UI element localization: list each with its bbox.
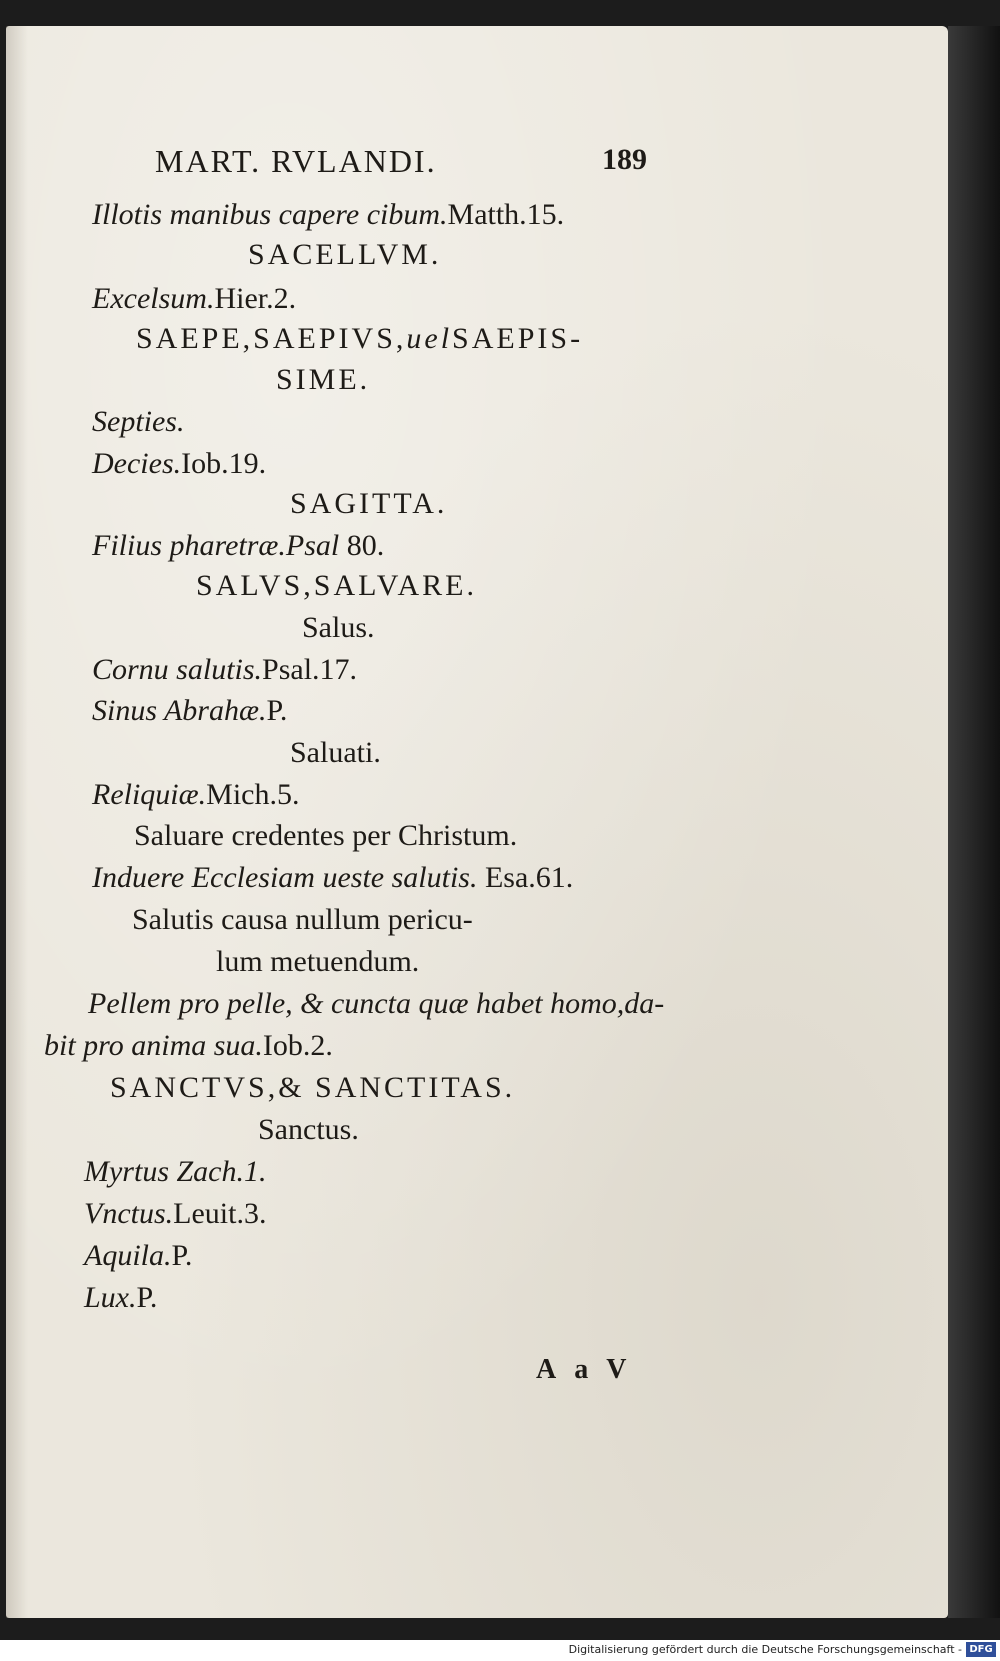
text-line: Septies. [92, 405, 185, 438]
catchword [536, 1354, 644, 1386]
text-line: Illotis manibus capere cibum.Matth.15. [92, 198, 565, 231]
text-line: Lux.P. [84, 1281, 158, 1314]
text-line: Aquila.P. [84, 1239, 193, 1272]
section-heading: SAGITTA. [290, 487, 448, 520]
subheading: Saluati. [290, 736, 381, 769]
text-line: Myrtus Zach.1. [84, 1155, 267, 1188]
subheading: Sanctus. [258, 1113, 359, 1146]
scan-edge [948, 26, 1000, 1618]
funding-credit: Digitalisierung gefördert durch die Deutsche Forschungsgemeinschaft - [568, 1643, 962, 1656]
section-heading: SAEPE,SAEPIVS,uelSAEPIS- [136, 322, 584, 355]
text-line: Cornu salutis.Psal.17. [92, 653, 358, 686]
running-head: MART. RVLANDI. [155, 143, 437, 179]
text-line: Vnctus.Leuit.3. [84, 1197, 267, 1230]
section-heading: SALVS,SALVARE. [196, 569, 477, 602]
section-heading: SACELLVM. [248, 238, 442, 271]
text-line: Sinus Abrahæ.P. [92, 694, 288, 727]
text-line: Reliquiæ.Mich.5. [92, 778, 300, 811]
subheading-continued: lum metuendum. [216, 945, 420, 978]
text-line: Decies.Iob.19. [92, 447, 267, 480]
text-line: Excelsum.Hier.2. [92, 282, 297, 315]
catchword-text: V [606, 1354, 645, 1385]
subheading: Salutis causa nullum pericu- [132, 903, 473, 936]
signature-mark: Aa [536, 1354, 607, 1385]
section-heading-continued: SIME. [276, 363, 371, 396]
text-line: Filius pharetræ.Psal 80. [92, 529, 385, 562]
subheading: Salus. [302, 611, 375, 644]
page-number: 189 [602, 143, 647, 176]
text-line: Induere Ecclesiam ueste salutis. Esa.61. [92, 861, 574, 894]
section-heading: SANCTVS,& SANCTITAS. [110, 1071, 516, 1104]
dfg-logo: DFG [966, 1642, 996, 1657]
subheading: Saluare credentes per Christum. [134, 819, 518, 852]
text-line: Pellem pro pelle, & cuncta quæ habet homo,da- [88, 987, 665, 1020]
text-line: bit pro anima sua.Iob.2. [44, 1029, 333, 1062]
